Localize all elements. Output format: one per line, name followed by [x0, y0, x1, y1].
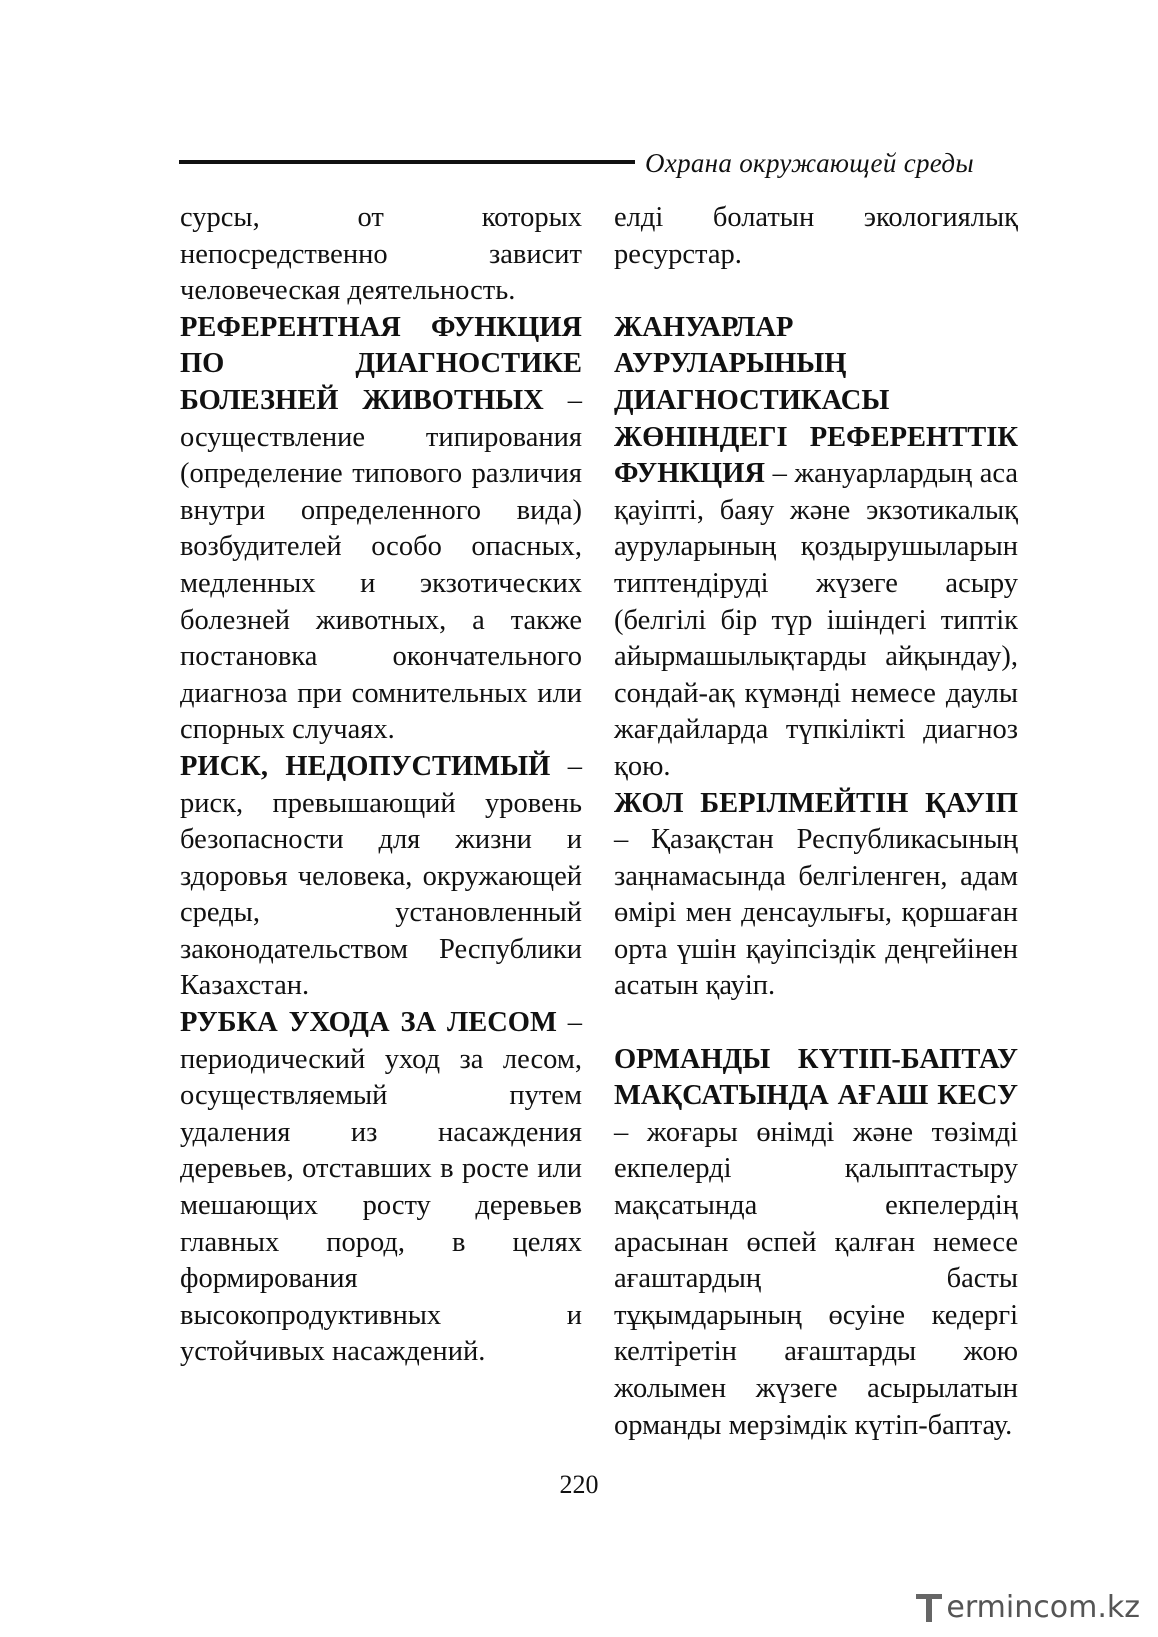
- watermark: [914, 1590, 1140, 1625]
- left-column: [180, 200, 582, 1371]
- entry-text: – риск, превышающий уровень безопасности для жизни и здоровья человека, окружающей среды, установленный законодательством Республики Казахстан.: [180, 750, 582, 1002]
- header-rule: [179, 160, 635, 164]
- entry-term: РЕФЕРЕНТНАЯ ФУНКЦИЯ ПО ДИАГНОСТИКЕ БОЛЕЗНЕЙ ЖИВОТНЫХ: [180, 311, 582, 416]
- entry-term: РУБКА УХОДА ЗА ЛЕСОМ: [180, 1007, 557, 1039]
- entry: [180, 1005, 582, 1371]
- entry-text: – осуществление типирования (определение типового различия внутри определенного вида) возбудителей особо опасных, медленных и экзотических болезней животных, а также постановка окончательного диагноза при сомнительных или спорных случаях.: [180, 384, 582, 746]
- page-number: 220: [559, 1470, 599, 1499]
- entry-continuation: [180, 200, 582, 310]
- t-logo-icon: [914, 1591, 944, 1625]
- entry-continuation: [614, 200, 1018, 273]
- entry: [180, 749, 582, 1005]
- entry-text: – жануарлардың аса қауіпті, баяу және экзотикалық ауруларының қоздырушыларын типтендіруді жүзеге асыру (белгілі бір түр ішіндегі типтік айырмашылықтарды айқындау), сондай-ақ күмәнді немесе даулы жағдайларда түпкілікті диагноз қою.: [614, 458, 1018, 782]
- entry-text: елді болатын экологиялық ресурстар.: [614, 202, 1018, 270]
- entry-term: РИСК, НЕДОПУСТИМЫЙ: [180, 750, 551, 782]
- entry: [180, 310, 582, 749]
- entry-text: – Қазақстан Республикасының заңнамасында белгіленген, адам өмірі мен денсаулығы, қоршаған орта үшін қауіпсіздік деңгейінен асатын қауіп.: [614, 824, 1018, 1002]
- entry-text: – периодический уход за лесом, осуществляемый путем удаления из насаждения деревьев, отставших в росте или мешающих росту деревьев главных пород, в целях формирования высокопродуктивных и устойчивых насаждений.: [180, 1007, 583, 1368]
- entry: [614, 786, 1018, 1006]
- entry-term: ЖАНУАРЛАР АУРУЛАРЫНЫҢ ДИАГНОСТИКАСЫ ЖӨНІНДЕГІ РЕФЕРЕНТТІК ФУНКЦИЯ: [614, 311, 1018, 490]
- entry-text: – жоғары өнімді және төзімді екпелерді қалыптастыру мақсатында екпелердің арасынан өспей қалған немесе ағаштардың басты тұқымдарының өсуіне кедергі келтіретін ағаштарды жою жолымен жүзеге асырылатын орманды мерзімдік күтіп-баптау.: [614, 1116, 1018, 1441]
- watermark-text: ermincom.kz: [946, 1590, 1140, 1625]
- running-header-title: Охрана окружающей среды: [645, 148, 974, 178]
- entry-term: ОРМАНДЫ КҮТІП-БАПТАУ МАҚСАТЫНДА АҒАШ КЕСУ: [614, 1043, 1018, 1112]
- right-column: [614, 200, 1018, 1444]
- entry: [614, 310, 1018, 786]
- entry: [614, 1042, 1018, 1445]
- entry-term: ЖОЛ БЕРІЛМЕЙТІН ҚАУІП: [614, 787, 1018, 819]
- entry-text: сурсы, от которых непосредственно зависит человеческая деятельность.: [180, 202, 582, 307]
